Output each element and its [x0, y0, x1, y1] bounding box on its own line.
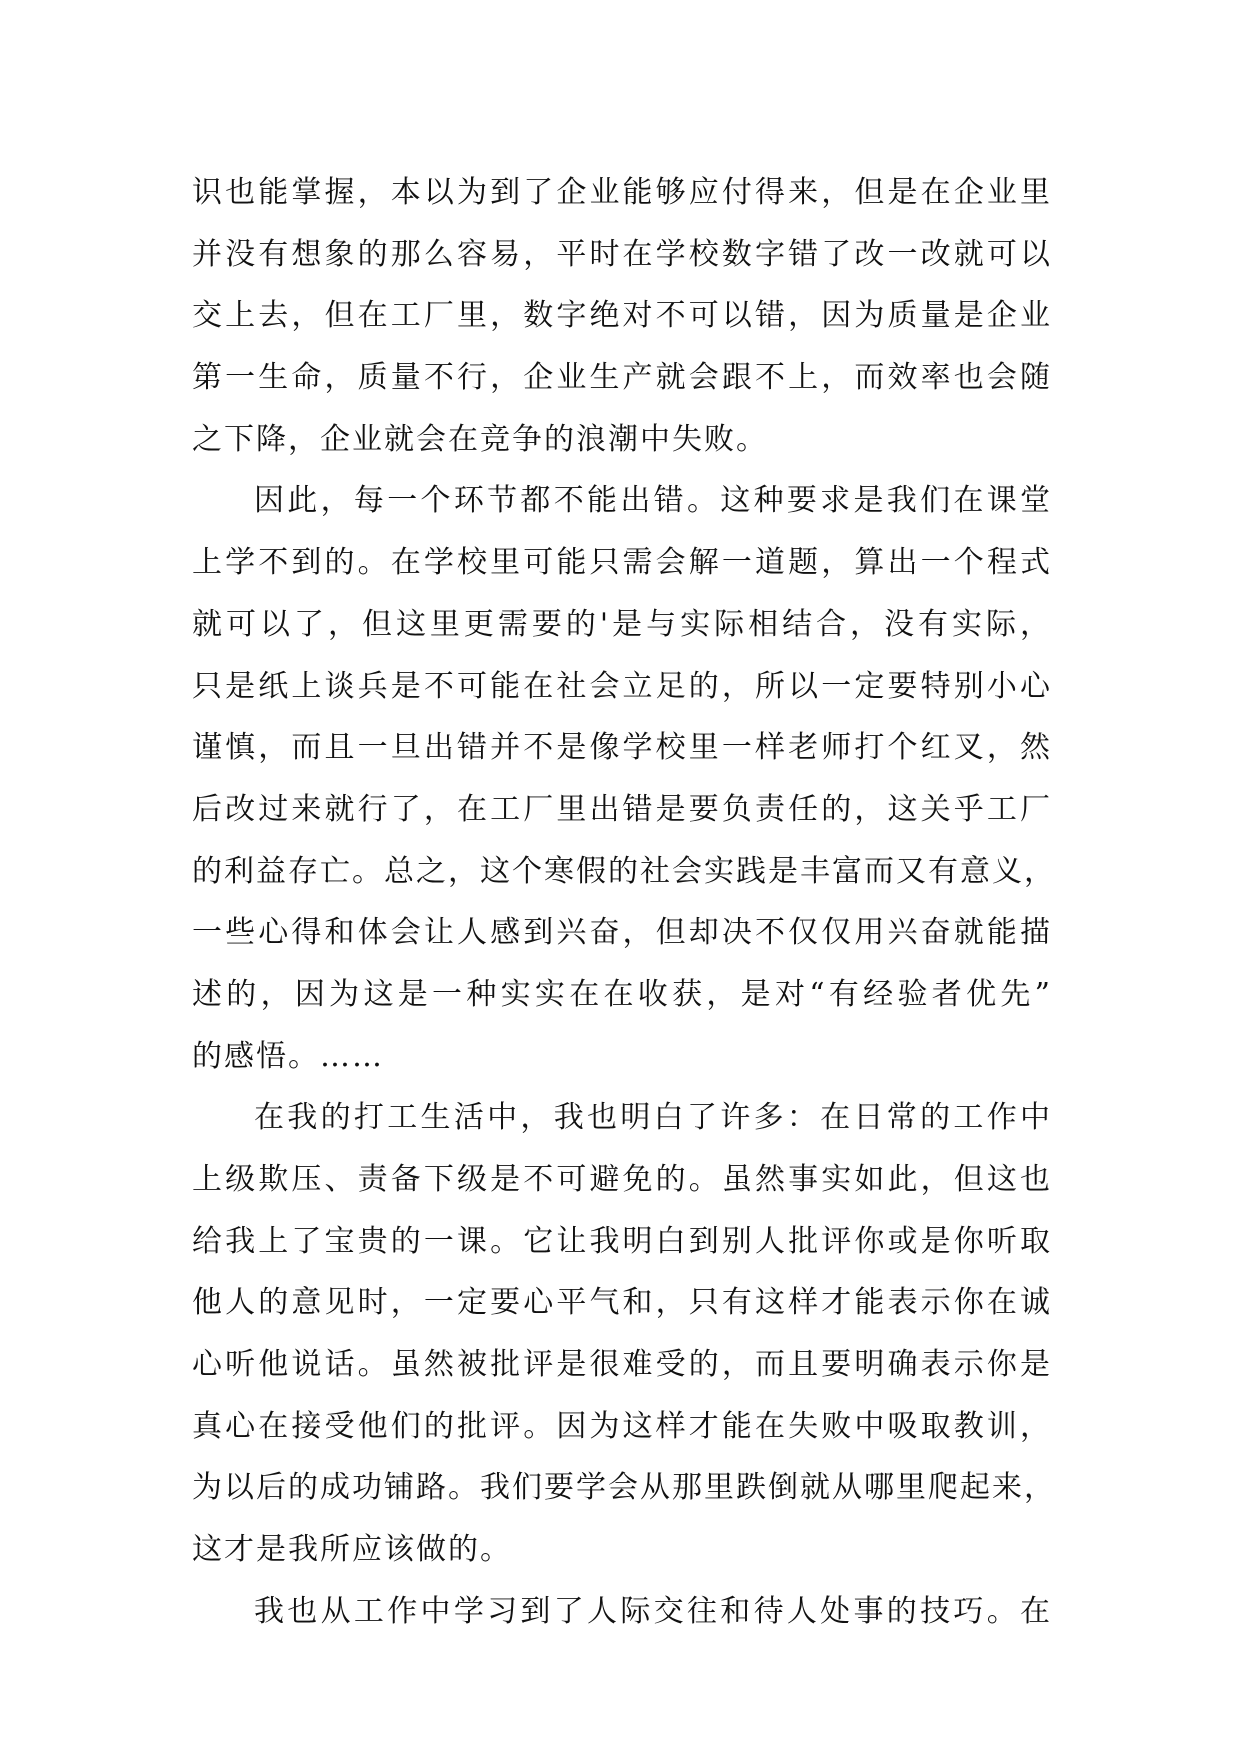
text-line: 之下降，企业就会在竞争的浪潮中失败。 [192, 421, 768, 457]
text-line: 这才是我所应该做的。 [192, 1532, 512, 1568]
text-line: 给我上了宝贵的一课。它让我明白到别人批评你或是你听取 [192, 1223, 1052, 1259]
text-line: 就可以了，但这里更需要的'是与实际相结合，没有实际， [192, 606, 1052, 642]
text-line: 述的，因为这是一种实实在在收获，是对“有经验者优先” [192, 976, 1052, 1012]
text-line: 心听他说话。虽然被批评是很难受的，而且要明确表示你是 [192, 1347, 1052, 1383]
text-line: 并没有想象的那么容易，平时在学校数字错了改一改就可以 [192, 236, 1052, 272]
text-line: 上学不到的。在学校里可能只需会解一道题，算出一个程式 [192, 545, 1052, 581]
text-line: 一些心得和体会让人感到兴奋，但却决不仅仅用兴奋就能描 [192, 915, 1052, 951]
text-line: 真心在接受他们的批评。因为这样才能在失败中吸取教训， [192, 1408, 1052, 1444]
text-line: 的感悟。…… [192, 1038, 384, 1074]
text-line: 他人的意见时，一定要心平气和，只有这样才能表示你在诚 [192, 1285, 1052, 1321]
text-line: 的利益存亡。总之，这个寒假的社会实践是丰富而又有意义， [192, 853, 1056, 889]
text-line: 交上去，但在工厂里，数字绝对不可以错，因为质量是企业 [192, 298, 1052, 334]
text-line: 为以后的成功铺路。我们要学会从那里跌倒就从哪里爬起来， [192, 1470, 1056, 1506]
text-line: 识也能掌握，本以为到了企业能够应付得来，但是在企业里 [192, 175, 1052, 210]
text-line: 上级欺压、责备下级是不可避免的。虽然事实如此，但这也 [192, 1162, 1052, 1197]
text-line: 后改过来就行了，在工厂里出错是要负责任的，这关乎工厂 [192, 791, 1052, 827]
paragraph-first-line: 我也从工作中学习到了人际交往和待人处事的技巧。在 [254, 1593, 1052, 1629]
text-line: 第一生命，质量不行，企业生产就会跟不上，而效率也会随 [192, 360, 1052, 396]
paragraph-first-line: 因此，每一个环节都不能出错。这种要求是我们在课堂 [254, 483, 1052, 519]
text-line: 只是纸上谈兵是不可能在社会立足的，所以一定要特别小心 [192, 668, 1052, 704]
paragraph-first-line: 在我的打工生活中，我也明白了许多：在日常的工作中 [254, 1100, 1052, 1136]
document-body [192, 162, 1056, 1643]
text-line: 谨慎，而且一旦出错并不是像学校里一样老师打个红叉，然 [192, 730, 1052, 766]
